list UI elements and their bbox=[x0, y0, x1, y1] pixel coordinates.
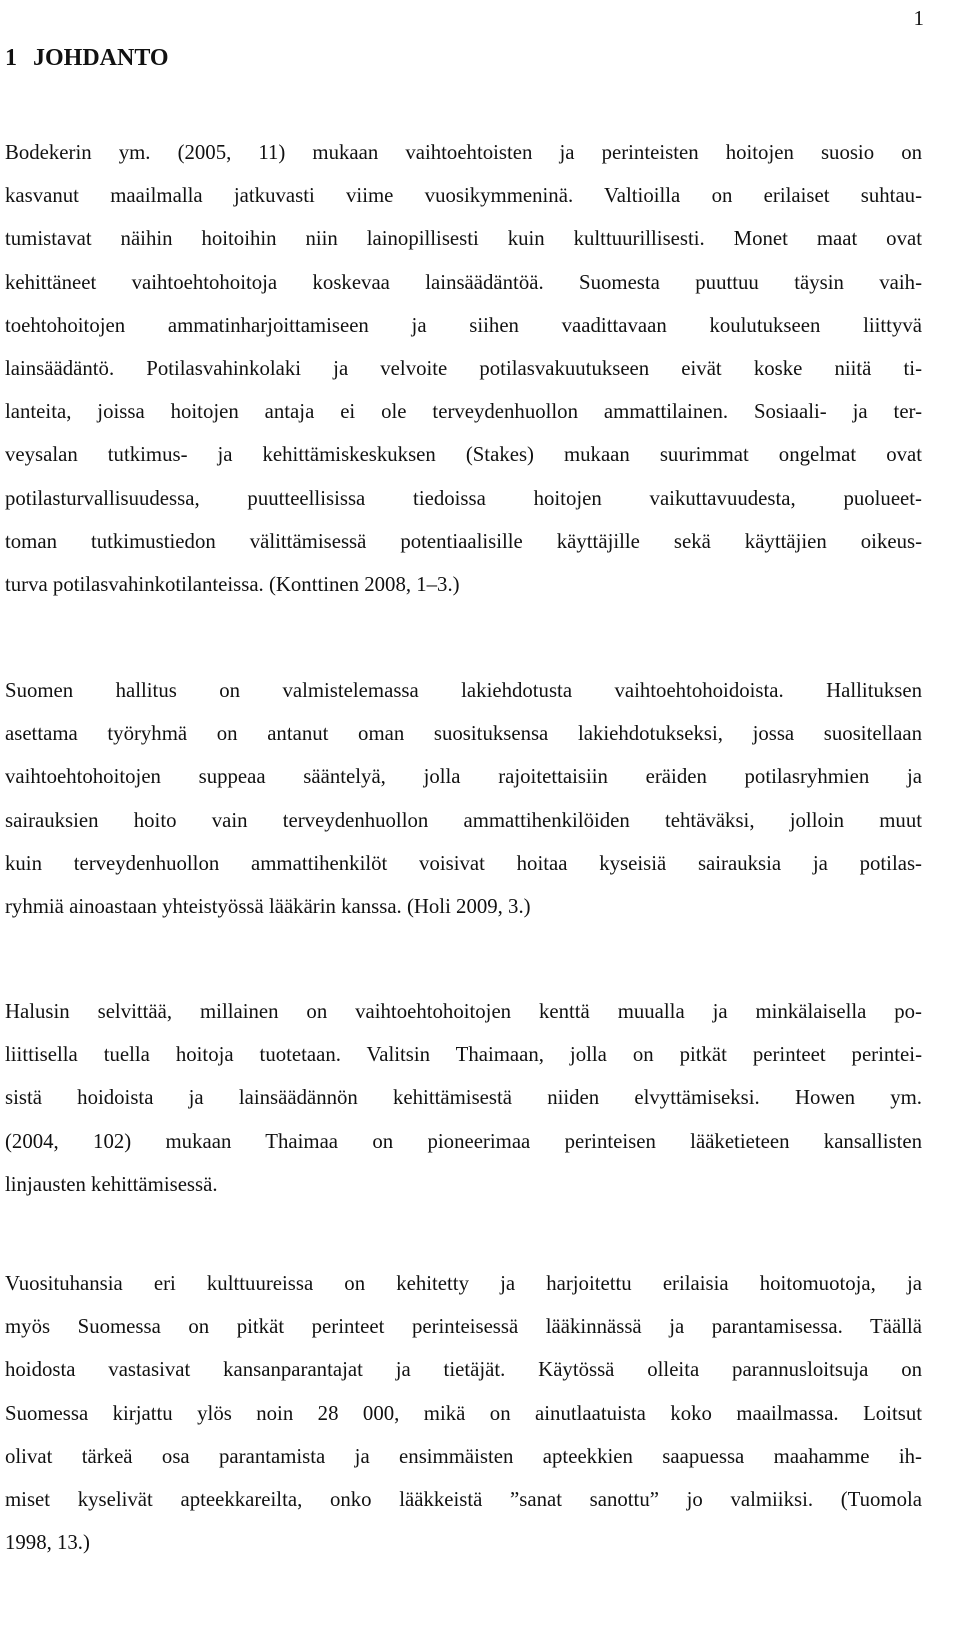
text-line: potilasturvallisuudessa, puutteellisissa tiedoissa hoitojen vaikuttavuudesta, puolueet- bbox=[5, 486, 922, 510]
paragraph-2 bbox=[5, 669, 922, 928]
chapter-number: 1 bbox=[5, 45, 17, 71]
text-line: Bodekerin ym. (2005, 11) mukaan vaihtoehtoisten ja perinteisten hoitojen suosio on bbox=[5, 141, 922, 164]
paragraph-3 bbox=[5, 990, 922, 1206]
text-line: lanteita, joissa hoitojen antaja ei ole terveydenhuollon ammattilainen. Sosiaali- ja ter- bbox=[5, 400, 922, 424]
paragraph-4 bbox=[5, 1262, 922, 1564]
text-line: turva potilasvahinkotilanteissa. (Konttinen 2008, 1–3.) bbox=[5, 573, 460, 597]
text-line: kehittäneet vaihtoehtohoitoja koskevaa lainsäädäntöä. Suomesta puuttuu täysin vaih- bbox=[5, 270, 922, 294]
text-line: lainsäädäntö. Potilasvahinkolaki ja velvoite potilasvakuutukseen eivät koske niitä ti- bbox=[5, 357, 922, 381]
text-line: Suomen hallitus on valmistelemassa lakiehdotusta vaihtoehtohoidoista. Hallituksen bbox=[5, 679, 922, 702]
text-line: liittisella tuella hoitoja tuotetaan. Valitsin Thaimaan, jolla on pitkät perinteet perintei- bbox=[5, 1043, 922, 1067]
text-line: tumistavat näihin hoitoihin niin lainopillisesti kuin kulttuurillisesti. Monet maat ovat bbox=[5, 227, 922, 251]
text-line: myös Suomessa on pitkät perinteet perinteisessä lääkinnässä ja parantamisessa. Täällä bbox=[5, 1315, 922, 1339]
text-line: olivat tärkeä osa parantamista ja ensimmäisten apteekkien saapuessa maahamme ih- bbox=[5, 1444, 922, 1468]
chapter-heading bbox=[5, 46, 169, 70]
text-line: kasvanut maailmalla jatkuvasti viime vuosikymmeninä. Valtioilla on erilaiset suhtau- bbox=[5, 184, 922, 208]
text-line: sistä hoidoista ja lainsäädännön kehittämisestä niiden elvyttämiseksi. Howen ym. bbox=[5, 1086, 922, 1110]
chapter-title: JOHDANTO bbox=[33, 45, 169, 71]
page-number: 1 bbox=[913, 6, 924, 30]
text-line: kuin terveydenhuollon ammattihenkilöt voisivat hoitaa kyseisiä sairauksia ja potilas- bbox=[5, 851, 922, 875]
text-line: linjausten kehittämisessä. bbox=[5, 1172, 218, 1196]
text-line: sairauksien hoito vain terveydenhuollon ammattihenkilöiden tehtäväksi, jolloin muut bbox=[5, 808, 922, 832]
text-line: hoidosta vastasivat kansanparantajat ja tietäjät. Käytössä olleita parannusloitsuja on bbox=[5, 1358, 922, 1382]
text-line: veysalan tutkimus- ja kehittämiskeskuksen (Stakes) mukaan suurimmat ongelmat ovat bbox=[5, 443, 922, 467]
text-line: asettama työryhmä on antanut oman suosituksensa lakiehdotukseksi, jossa suositellaan bbox=[5, 722, 922, 746]
text-line: 1998, 13.) bbox=[5, 1531, 90, 1555]
text-line: ryhmiä ainoastaan yhteistyössä lääkärin kanssa. (Holi 2009, 3.) bbox=[5, 895, 531, 919]
text-line: toehtohoitojen ammatinharjoittamiseen ja siihen vaadittavaan koulutukseen liittyvä bbox=[5, 313, 922, 337]
text-line: Vuosituhansia eri kulttuureissa on kehitetty ja harjoitettu erilaisia hoitomuotoja, ja bbox=[5, 1272, 922, 1295]
text-line: Suomessa kirjattu ylös noin 28 000, mikä on ainutlaatuista koko maailmassa. Loitsut bbox=[5, 1401, 922, 1425]
text-line: Halusin selvittää, millainen on vaihtoehtohoitojen kenttä muualla ja minkälaisella po- bbox=[5, 1000, 922, 1023]
text-line: vaihtoehtohoitojen suppeaa sääntelyä, jolla rajoitettaisiin eräiden potilasryhmien ja bbox=[5, 765, 922, 789]
text-line: miset kyselivät apteekkareilta, onko lääkkeistä ”sanat sanottu” jo valmiiksi. (Tuomola bbox=[5, 1488, 922, 1512]
paragraph-1 bbox=[5, 131, 922, 606]
text-line: toman tutkimustiedon välittämisessä potentiaalisille käyttäjille sekä käyttäjien oikeus- bbox=[5, 529, 922, 553]
text-line: (2004, 102) mukaan Thaimaa on pioneerimaa perinteisen lääketieteen kansallisten bbox=[5, 1129, 922, 1153]
